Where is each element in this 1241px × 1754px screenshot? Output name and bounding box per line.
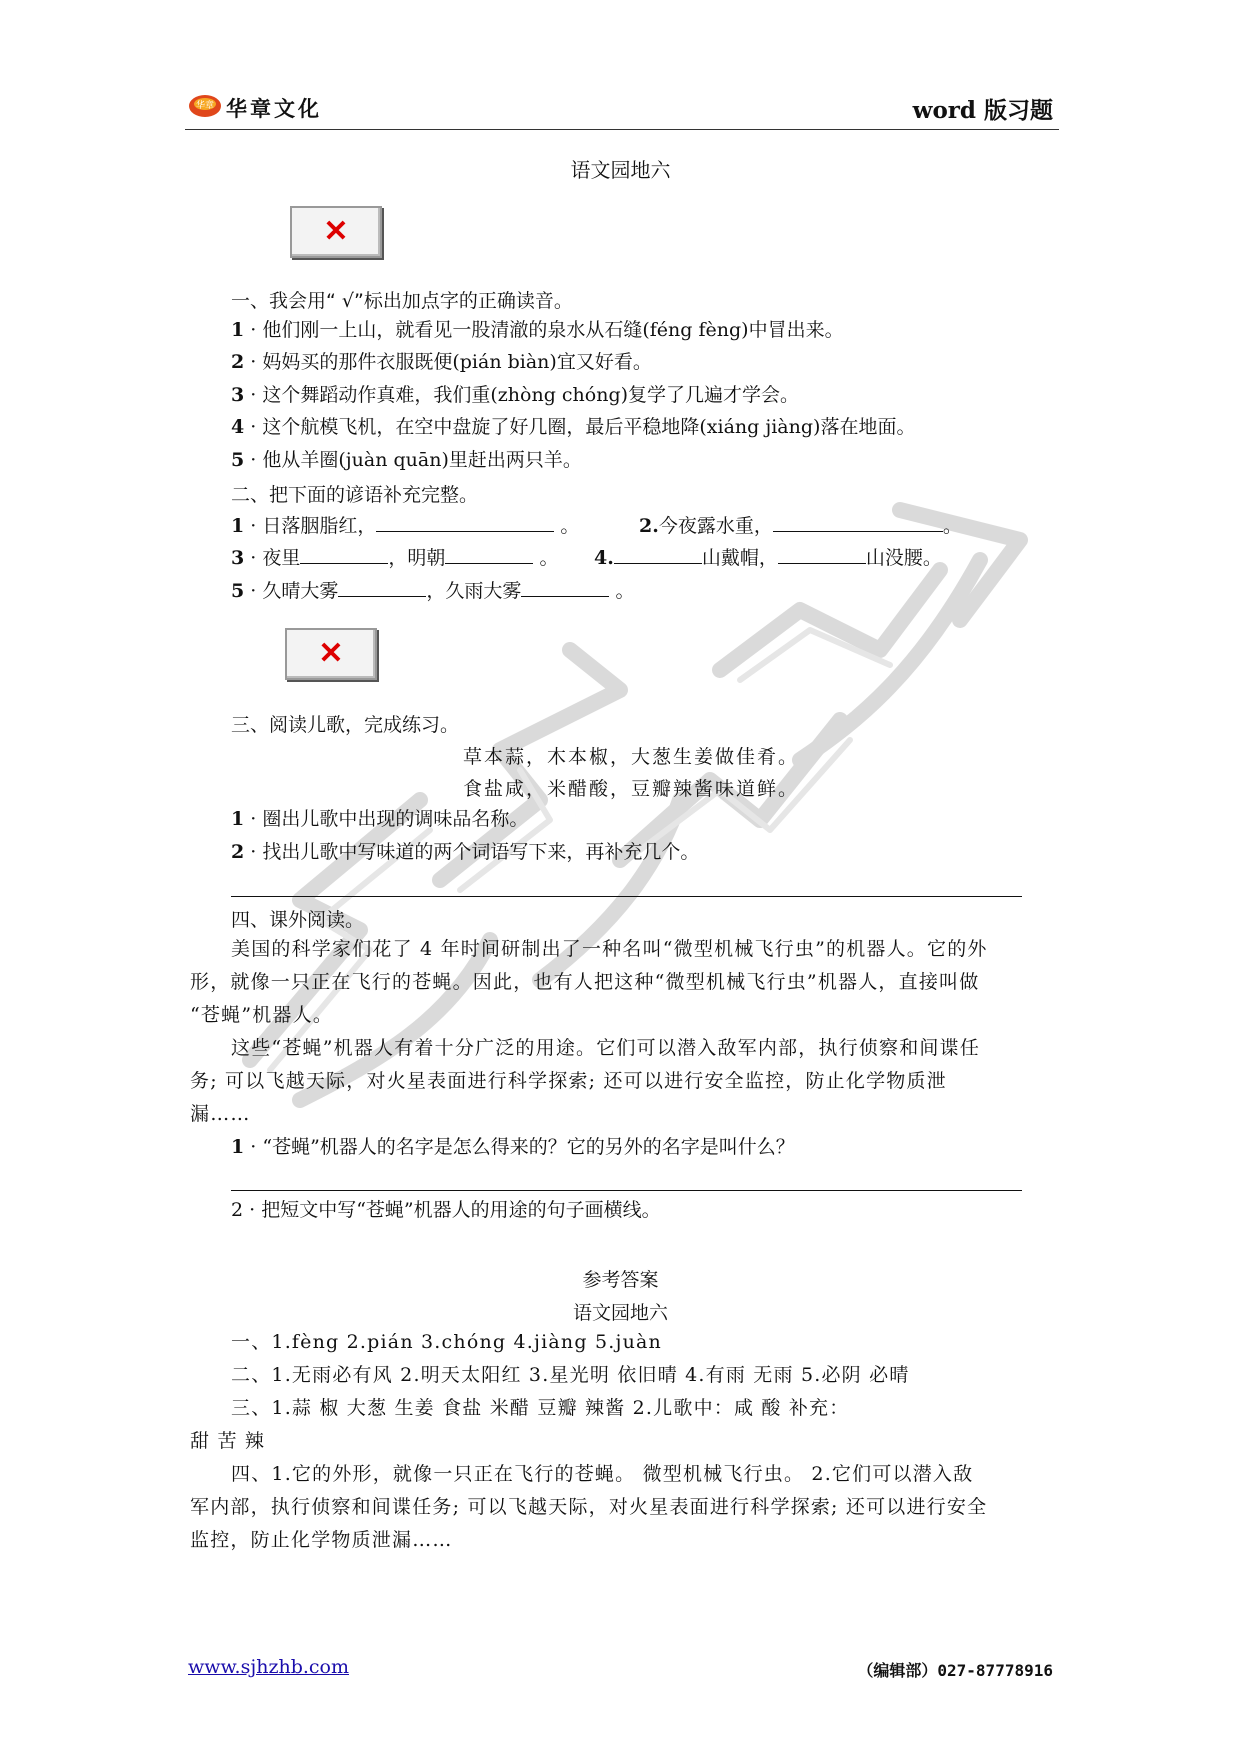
answer-line[interactable] — [231, 896, 1022, 897]
answer-blank[interactable] — [300, 545, 388, 564]
list-item: 1 · 他们刚一上山，就看见一股清澈的泉水从石缝(féng fèng)中冒出来。 — [231, 319, 844, 341]
answer-blank[interactable] — [614, 545, 702, 564]
answers-heading: 参考答案 — [582, 1269, 659, 1291]
proverb-row: 2.今夜露水重， 。 — [639, 515, 962, 537]
section3-heading: 三、阅读儿歌，完成练习。 — [231, 714, 460, 736]
answer-key: 一、1.fèng 2.pián 3.chóng 4.jiàng 5.juàn 二、1.无雨必有风 2.明天太阳红 3.星光明 依旧晴 4.有雨 无雨 5.必阴 必晴 三、1.蒜 椒 大葱 生姜 食盐 米醋 豆瓣 辣酱 2.儿歌中：咸 酸 补充： 甜 苦 辣 四、1.它的外形，就像一只正在飞行的苍蝇。 微型机械飞行虫。 2.它们可以潜入敌 军内部，执行侦察和间谍任务; 可以飞越天际，对火星表面进行科学探索; 还可以进行安全 监控，防止化学物质泄漏…… — [190, 1331, 988, 1551]
answer-blank[interactable] — [338, 578, 426, 597]
header-label: word 版习题 — [912, 97, 1053, 124]
poem-line: 草本蒜，木本椒，大葱生姜做佳肴。 — [463, 746, 800, 768]
question-item: 2 · 把短文中写“苍蝇”机器人的用途的句子画横线。 — [231, 1199, 661, 1221]
broken-image-icon: ✕ — [290, 206, 382, 258]
reading-passage: 美国的科学家们花了 4 年时间研制出了一种名叫“微型机械飞行虫”的机器人。它的外 形，就像一只正在飞行的苍蝇。因此，也有人把这种“微型机械飞行虫”机器人，直接叫做 “苍蝇”机器人。 这些“苍蝇”机器人有着十分广泛的用途。它们可以潜入敌军内部，执行侦察和间谍任 务; 可以飞越天际，对火星表面进行科学探索; 还可以进行安全监控，防止化学物质泄 漏…… — [190, 938, 988, 1125]
question-item: 1 · “苍蝇”机器人的名字是怎么得来的？它的另外的名字是叫什么？ — [231, 1136, 795, 1158]
question-item: 1 · 圈出儿歌中出现的调味品名称。 — [231, 808, 529, 830]
contact-phone: （编辑部）027-87778916 — [857, 1661, 1053, 1680]
list-item: 3 · 这个舞蹈动作真难，我们重(zhòng chóng)复学了几遍才学会。 — [231, 384, 800, 406]
proverb-row: 5 · 久晴大雾 ，久雨大雾 。 — [231, 580, 635, 602]
answer-blank[interactable] — [445, 545, 533, 564]
header-divider — [185, 129, 1059, 130]
answer-line[interactable] — [231, 1190, 1022, 1191]
brand-logo-icon — [188, 92, 222, 118]
list-item: 5 · 他从羊圈(juàn quān)里赶出两只羊。 — [231, 449, 582, 471]
brand-name: 华章文化 — [226, 97, 322, 121]
list-item: 4 · 这个航模飞机，在空中盘旋了好几圈，最后平稳地降(xiáng jiàng)落在地面。 — [231, 416, 916, 438]
answer-blank[interactable] — [778, 545, 866, 564]
broken-image-icon: ✕ — [285, 628, 377, 680]
proverb-row: 1 · 日落胭脂红， 。 — [231, 515, 580, 537]
section1-heading: 一、我会用“ √”标出加点字的正确读音。 — [231, 290, 573, 312]
website-link[interactable]: www.sjhzhb.com — [188, 1656, 349, 1678]
list-item: 2 · 妈妈买的那件衣服既便(pián biàn)宜又好看。 — [231, 351, 652, 373]
section4-heading: 四、课外阅读。 — [231, 909, 365, 931]
section2-heading: 二、把下面的谚语补充完整。 — [231, 484, 479, 506]
page-title: 语文园地六 — [570, 158, 671, 182]
logo-text: 华章 — [195, 101, 215, 111]
answer-blank[interactable] — [521, 578, 609, 597]
answers-subheading: 语文园地六 — [572, 1302, 668, 1324]
question-item: 2 · 找出儿歌中写味道的两个词语写下来，再补充几个。 — [231, 841, 700, 863]
answer-blank[interactable] — [773, 513, 943, 532]
poem-line: 食盐咸，米醋酸，豆瓣辣酱味道鲜。 — [463, 778, 800, 800]
proverb-row: 4. 山戴帽， 山没腰。 — [594, 547, 942, 569]
answer-blank[interactable] — [376, 513, 554, 532]
proverb-row: 3 · 夜里 ，明朝 。 — [231, 547, 559, 569]
